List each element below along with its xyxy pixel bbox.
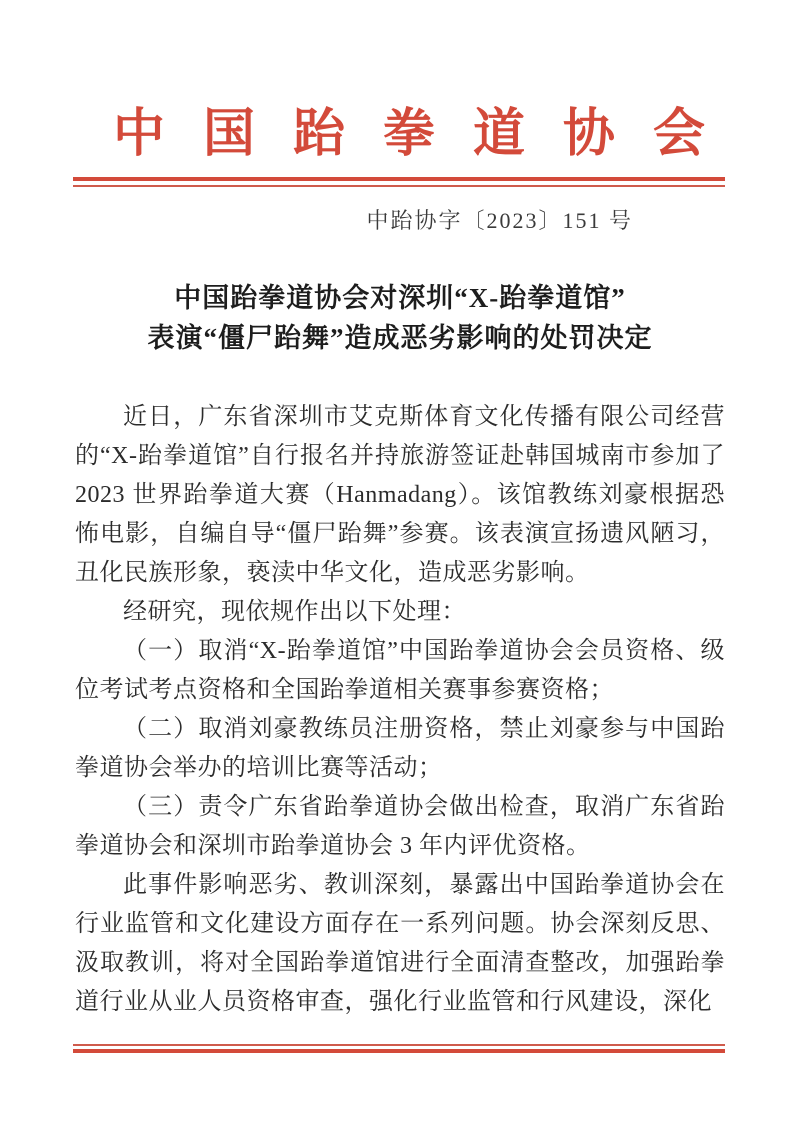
footer-divider-thick-line xyxy=(73,1049,725,1053)
paragraph-item-3: （三）责令广东省跆拳道协会做出检查，取消广东省跆拳道协会和深圳市跆拳道协会 3 年内评优资格。 xyxy=(75,794,725,859)
document-title-line1: 中国跆拳道协会对深圳“X-跆拳道馆” xyxy=(174,283,626,313)
paragraph-decision-lead: 经研究，现依规作出以下处理： xyxy=(123,599,466,625)
paragraph-intro: 近日，广东省深圳市艾克斯体育文化传播有限公司经营的“X-跆拳道馆”自行报名并持旅游签证赴韩国城南市参加了 2023 世界跆拳道大赛（Hanmadang）。该馆教练刘豪根据恐怖电影，自编自导“僵尸跆舞”参赛。该表演宣扬遗风陋习，丑化民族形象，亵渎中华文化，造成恶劣影响。 xyxy=(75,404,725,586)
org-name-heading: 中国跆拳道协会 xyxy=(113,106,744,163)
paragraph-item-1: （一）取消“X-跆拳道馆”中国跆拳道协会会员资格、级位考试考点资格和全国跆拳道相关赛事参赛资格； xyxy=(75,638,725,703)
document-body xyxy=(75,398,725,1042)
header-divider-thin-line xyxy=(73,185,725,187)
paragraph-item-2: （二）取消刘豪教练员注册资格，禁止刘豪参与中国跆拳道协会举办的培训比赛等活动； xyxy=(75,716,725,781)
document-title xyxy=(75,278,725,358)
header-divider-thick-line xyxy=(73,177,725,181)
document-title-line2: 表演“僵尸跆舞”造成恶劣影响的处罚决定 xyxy=(147,323,653,353)
footer-divider-thin-line xyxy=(73,1044,725,1046)
doc-number: 中跆协字〔2023〕151 号 xyxy=(366,208,633,233)
paragraph-reflection: 此事件影响恶劣、教训深刻，暴露出中国跆拳道协会在行业监管和文化建设方面存在一系列问题。协会深刻反思、汲取教训，将对全国跆拳道馆进行全面清查整改，加强跆拳道行业从业人员资格审查，强化行业监管和行风建设，深化 xyxy=(75,872,725,1015)
